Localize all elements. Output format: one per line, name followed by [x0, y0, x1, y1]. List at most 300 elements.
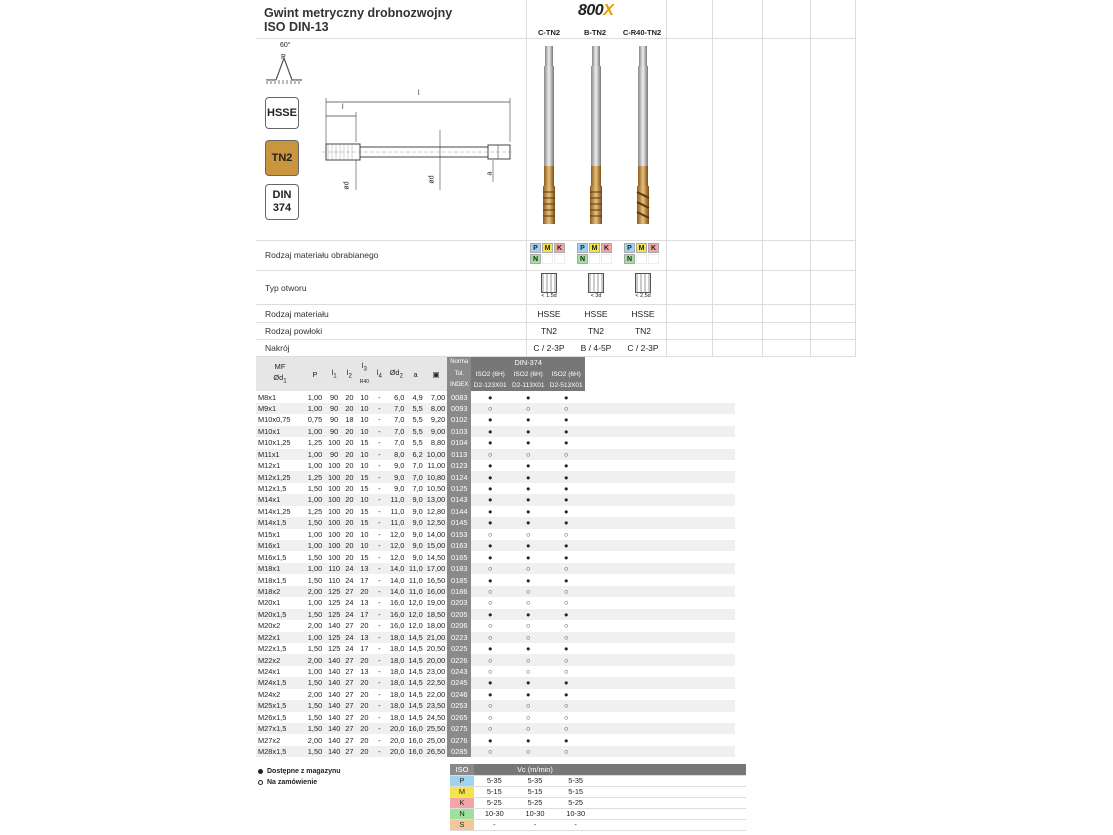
hole-caption: < 3d [590, 293, 602, 299]
dimension-cell: 9,0 [394, 484, 405, 494]
dimension-cell: 20,00 [426, 655, 446, 665]
dimension-cell: 9,0 [412, 529, 423, 539]
thread-size-cell: M22x1 [256, 632, 304, 643]
empty-column-cell [585, 414, 735, 425]
table-row [256, 540, 735, 551]
availability-cell: ● [547, 494, 585, 505]
index-cell: 0104 [447, 437, 471, 448]
table-row [256, 506, 735, 517]
thread-size-cell: M20x1 [258, 598, 281, 608]
dimension-cell: 20 [345, 484, 354, 494]
dimension-cell: 27 [345, 621, 354, 631]
dimension-cell: 16,0 [408, 735, 423, 745]
header-mf: MF $Ød_1$ [256, 357, 304, 391]
angle-label: 60° [280, 42, 291, 49]
dimension-cell: 11,00 [427, 461, 446, 471]
dimension-cell: 23,00 [426, 667, 446, 677]
dimension-cell: 16,50 [426, 575, 446, 585]
dimension-cell: 27 [345, 667, 354, 677]
thread-size-cell: M15x1 [258, 529, 281, 539]
dimension-cell: 18,0 [386, 677, 406, 688]
dimension-cell: - [378, 506, 381, 516]
empty-column-cell [585, 734, 735, 745]
material-blank-icon [554, 254, 565, 264]
dimension-cell: 7,0 [412, 461, 423, 471]
material-p-icon: P [530, 243, 541, 253]
dimension-cell: - [378, 735, 381, 745]
header-l2: $l_2$ [342, 357, 356, 391]
dimension-cell: - [372, 700, 386, 711]
vc-header: Vc (m/min) [474, 764, 596, 775]
dimension-cell: 125 [328, 644, 341, 654]
dimension-cell: 1,50 [307, 552, 323, 562]
thread-size-cell: M14x1,5 [256, 517, 304, 528]
availability-cell: ○ [471, 654, 509, 665]
thread-size-cell: M12x1,25 [256, 471, 304, 482]
index-cell: 0183 [447, 563, 471, 574]
dimension-cell: 125 [328, 598, 341, 608]
index-cell: 0123 [447, 460, 471, 471]
chamfer-row-label: Nakrój [265, 343, 290, 353]
material-n-icon: N [624, 254, 635, 264]
availability-cell: ● [471, 677, 509, 688]
vc-cell: 5-25 [555, 797, 596, 808]
dimension-cell: 14,00 [426, 529, 446, 539]
logo-number: 800 [578, 2, 604, 19]
availability-cell: ● [526, 689, 531, 699]
table-row [256, 426, 735, 437]
vc-cell: 5-35 [555, 775, 596, 786]
din-badge [265, 184, 299, 220]
dimension-cell: 20 [356, 654, 372, 665]
dimension-cell: 12,0 [386, 540, 406, 551]
availability-cell: ● [564, 506, 569, 516]
chamfer-c-r40-tn2: C / 2-3P [627, 343, 659, 353]
material-blank-icon [636, 254, 647, 264]
tn2-text: TN2 [271, 151, 293, 164]
dimension-cell: 8,0 [386, 449, 406, 460]
availability-cell: ● [564, 438, 569, 448]
dimension-cell: 16,0 [389, 598, 405, 608]
dimension-cell: - [378, 484, 381, 494]
availability-cell: ● [509, 471, 547, 482]
dimension-cell: 11,0 [406, 586, 424, 597]
dimension-cell: 12,50 [426, 518, 446, 528]
thread-size-cell: M20x1,5 [256, 609, 304, 620]
index-cell: 0205 [447, 609, 471, 620]
empty-column-cell [585, 574, 735, 585]
table-row [256, 746, 735, 757]
material-blank-icon [648, 254, 659, 264]
iso-row [450, 797, 746, 808]
dimension-cell: 24 [342, 563, 356, 574]
dimension-cell: 100 [328, 518, 341, 528]
empty-column-cell [596, 797, 746, 808]
availability-cell: ○ [488, 598, 493, 608]
header-tol-b: ISO2 (6H) [509, 368, 547, 379]
vc-cell: 5-15 [474, 786, 515, 797]
hsse-text: HSSE [267, 106, 297, 119]
dimension-cell: 11,0 [390, 506, 405, 516]
dimension-cell: 9,0 [406, 517, 424, 528]
dimension-cell: 1,50 [304, 609, 326, 620]
hsse-badge [265, 97, 299, 129]
index-cell: 0145 [447, 517, 471, 528]
availability-cell: ○ [547, 746, 585, 757]
dimension-cell: 24 [342, 632, 356, 643]
empty-column-cell [585, 586, 735, 597]
dimension-cell: 18 [345, 415, 354, 425]
empty-column-cell [585, 723, 735, 734]
dimension-cell: 27 [345, 735, 354, 745]
dimension-cell: 18,00 [426, 621, 446, 631]
iso-group-cell: M [450, 786, 474, 797]
dimension-cell: 15 [360, 552, 369, 562]
dimension-cell: 24 [345, 598, 354, 608]
empty-dot-icon [258, 780, 263, 785]
empty-column-cell [585, 609, 735, 620]
dimension-cell: 12,0 [408, 621, 423, 631]
hole-type-c-r40-tn2 [628, 273, 658, 299]
dimension-cell: 16,00 [426, 586, 446, 596]
table-row [256, 643, 735, 654]
index-cell: 0245 [447, 677, 471, 688]
index-cell: 0225 [447, 643, 471, 654]
index-cell: 0206 [447, 620, 471, 631]
thread-size-cell: M16x1 [256, 540, 304, 551]
dimension-cell: 20 [342, 540, 356, 551]
availability-cell: ○ [526, 712, 531, 722]
legend-on-order: Na zamówienie [258, 779, 317, 786]
availability-cell: ● [526, 461, 531, 471]
index-cell: 0223 [447, 632, 471, 643]
material-blank-icon [601, 254, 612, 264]
material-row-label: Rodzaj materiału obrabianego [265, 250, 379, 260]
dimension-cell: 20 [345, 506, 354, 516]
dimension-cell: 10 [356, 540, 372, 551]
dimension-cell: 11,0 [386, 494, 406, 505]
dimension-cell: 20 [342, 449, 356, 460]
availability-cell: ● [471, 471, 509, 482]
dimension-cell: 23,50 [426, 701, 446, 711]
table-row [256, 609, 735, 620]
table-row [256, 586, 735, 597]
dimension-cell: 1,00 [307, 667, 323, 677]
dimension-cell: 100 [328, 461, 341, 471]
availability-cell: ● [564, 415, 569, 425]
hole-caption: < 2,5d [635, 293, 651, 299]
dimension-cell: 2,00 [304, 586, 326, 597]
dimension-cell: 18,0 [389, 712, 405, 722]
index-cell: 0226 [447, 654, 471, 665]
thread-size-cell: M10x0,75 [258, 415, 291, 425]
availability-cell: ○ [564, 529, 569, 539]
availability-cell: ● [526, 438, 531, 448]
vc-cell: - [515, 819, 556, 830]
empty-column-cell [585, 620, 735, 631]
availability-cell: ○ [488, 712, 493, 722]
vc-cell: 10-30 [555, 808, 596, 819]
dimension-cell: 13 [356, 632, 372, 643]
hole-type-row-label: Typ otworu [265, 283, 307, 293]
drawing-label-d2: ød [428, 175, 436, 184]
availability-cell: ○ [547, 700, 585, 711]
dimension-cell: 27 [345, 712, 354, 722]
dimension-cell: 17 [360, 575, 369, 585]
vc-cell: 5-25 [515, 797, 556, 808]
vc-cell: - [555, 819, 596, 830]
table-row [256, 677, 735, 688]
index-cell: 0246 [447, 689, 471, 700]
dimension-cell: 1,50 [304, 723, 326, 734]
thread-size-cell: M14x1,25 [258, 506, 291, 516]
header-square-icon: ▣ [425, 357, 448, 391]
table-row [256, 632, 735, 643]
thread-size-cell: M12x1 [258, 461, 281, 471]
dimension-cell: 11,0 [406, 563, 424, 574]
header-din: DIN-374 [471, 357, 585, 368]
dimension-cell: 9,00 [425, 426, 448, 437]
index-cell: 0144 [447, 506, 471, 517]
dimension-cell: 14,50 [426, 552, 446, 562]
availability-cell: ○ [509, 654, 547, 665]
dimension-cell: 27 [342, 677, 356, 688]
dimension-cell: 17,00 [426, 564, 446, 574]
drawing-label-a: a [486, 171, 494, 176]
dimension-cell: 15 [360, 484, 369, 494]
availability-cell: ● [564, 392, 569, 402]
dimension-cell: 9,0 [386, 471, 406, 482]
dimension-cell: 18,0 [386, 700, 406, 711]
dimension-cell: 1,50 [307, 644, 323, 654]
vc-cell: 10-30 [474, 808, 515, 819]
empty-column-cell [585, 506, 735, 517]
dimension-cell: 20 [360, 735, 369, 745]
availability-cell: ○ [564, 621, 569, 631]
empty-column-cell [585, 494, 735, 505]
availability-cell: ○ [547, 403, 585, 414]
dimension-cell: - [372, 517, 386, 528]
dimension-cell: 140 [328, 689, 341, 699]
drawing-label-d1: ød [343, 181, 351, 190]
dimension-cell: 125 [328, 609, 341, 619]
dimension-cell: 20 [360, 621, 369, 631]
table-row [256, 654, 735, 665]
dimension-cell: 27 [342, 746, 356, 757]
material-icons-b-tn2 [577, 243, 613, 264]
index-cell: 0124 [447, 471, 471, 482]
availability-cell: ○ [471, 563, 509, 574]
table-row [256, 449, 735, 460]
dimension-cell: 20 [342, 403, 356, 414]
availability-cell: ● [488, 415, 493, 425]
iso-group-cell: P [450, 775, 474, 786]
thread-size-cell: M27x2 [258, 735, 281, 745]
tool-material-b-tn2: HSSE [584, 309, 608, 319]
through-hole-icon [588, 273, 604, 293]
dimension-cell: 10,50 [426, 484, 446, 494]
din-number: 374 [272, 202, 292, 214]
coating-c-r40-tn2: TN2 [634, 326, 652, 336]
dimension-cell: 1,00 [304, 426, 326, 437]
dimension-cell: 11,0 [386, 517, 406, 528]
dimension-cell: 14,5 [408, 644, 423, 654]
dimension-cell: - [378, 575, 381, 585]
iso-group-cell: K [450, 797, 474, 808]
dimension-cell: 19,00 [426, 598, 446, 608]
dimension-cell: 1,00 [304, 540, 326, 551]
tool-material-c-tn2: HSSE [537, 309, 561, 319]
empty-column-cell [585, 666, 735, 677]
index-cell: 0203 [447, 597, 471, 608]
dimension-cell: 14,5 [408, 689, 423, 699]
availability-cell: ● [526, 735, 531, 745]
dimension-cell: 140 [328, 735, 341, 745]
dimension-cell: 20,0 [386, 746, 406, 757]
index-cell: 0253 [447, 700, 471, 711]
dimension-cell: 16,0 [408, 724, 423, 734]
index-cell: 0185 [447, 574, 471, 585]
dimension-cell: 100 [328, 495, 341, 505]
dimension-cell: 20 [342, 494, 356, 505]
dimension-cell: 4,9 [412, 392, 423, 402]
thread-size-cell: M14x1 [256, 494, 304, 505]
empty-column-cell [585, 654, 735, 665]
dimension-cell: - [372, 426, 386, 437]
empty-column-cell [596, 808, 746, 819]
dimension-cell: 12,0 [389, 529, 405, 539]
dimension-cell: 10,00 [426, 449, 446, 459]
dimension-cell: 1,50 [307, 484, 323, 494]
availability-cell: ● [564, 689, 569, 699]
dimension-cell: 5,5 [412, 438, 423, 448]
chamfer-b-tn2: B / 4-5P [580, 343, 612, 353]
dimension-cell: 18,0 [386, 654, 406, 665]
dimension-cell: 22,00 [426, 689, 446, 699]
empty-column-cell [585, 597, 735, 608]
material-m-icon: M [589, 243, 600, 253]
dimension-cell: 10,80 [426, 472, 446, 482]
header-index-r40: D2-513X01 [547, 380, 585, 391]
availability-cell: ○ [488, 621, 493, 631]
dimension-cell: 140 [328, 712, 341, 722]
chamfer-c-tn2: C / 2-3P [533, 343, 565, 353]
hole-type-b-tn2 [581, 273, 611, 299]
availability-cell: ● [564, 735, 569, 745]
dimension-cell: 24 [342, 609, 356, 620]
availability-cell: ○ [547, 654, 585, 665]
header-l3: $l_3$ R40 [356, 357, 372, 391]
dimension-cell: 7,0 [412, 484, 423, 494]
dimension-cell: 24 [345, 644, 354, 654]
thread-size-cell: M24x2 [258, 689, 281, 699]
availability-cell: ● [471, 517, 509, 528]
pitch-label: P [281, 54, 286, 61]
dimension-cell: - [372, 677, 386, 688]
tn2-badge [265, 140, 299, 176]
dimension-cell: - [372, 632, 386, 643]
availability-cell: ○ [471, 403, 509, 414]
dimension-cell: 100 [328, 529, 341, 539]
dimension-cell: - [378, 644, 381, 654]
dimension-cell: 9,0 [406, 540, 424, 551]
legend-available: Dostępne z magazynu [258, 768, 341, 775]
thread-size-cell: M25x1,5 [256, 700, 304, 711]
dimension-cell: 5,5 [406, 403, 424, 414]
dimension-cell: 1,25 [307, 506, 323, 516]
dimension-cell: 0,75 [307, 415, 323, 425]
availability-cell: ○ [509, 403, 547, 414]
dimension-cell: 1,50 [307, 712, 323, 722]
header-l4: $l_4$ [372, 357, 386, 391]
dimension-cell: 12,0 [408, 598, 423, 608]
availability-cell: ● [526, 506, 531, 516]
vc-cell: 5-35 [515, 775, 556, 786]
dimension-cell: 18,0 [389, 667, 405, 677]
index-cell: 0083 [447, 391, 471, 402]
iso-group-cell: S [450, 819, 474, 830]
thread-size-cell: M18x2 [256, 586, 304, 597]
dimension-cell: 140 [328, 747, 341, 757]
dimension-cell: 110 [328, 575, 341, 585]
material-p-icon: P [624, 243, 635, 253]
vc-cell: 5-15 [515, 786, 556, 797]
cutting-speed-table [450, 764, 746, 831]
dimension-cell: 13 [360, 667, 369, 677]
dimension-cell: 20 [360, 712, 369, 722]
availability-cell: ● [526, 392, 531, 402]
dimension-cell: 1,50 [304, 677, 326, 688]
dimension-cell: 90 [326, 449, 342, 460]
availability-cell: ○ [471, 700, 509, 711]
material-n-icon: N [577, 254, 588, 264]
vc-cell: - [474, 819, 515, 830]
availability-cell: ● [564, 484, 569, 494]
din-text: DIN [272, 189, 292, 201]
dimension-cell: 7,0 [386, 403, 406, 414]
dimension-cell: 14,5 [408, 678, 423, 688]
table-row [256, 471, 735, 482]
hole-type-c-tn2 [534, 273, 564, 299]
table-row [256, 529, 735, 540]
dimension-cell: 15 [360, 438, 369, 448]
table-row [256, 494, 735, 505]
dimension-cell: - [378, 667, 381, 677]
dimension-cell: 8,80 [430, 438, 446, 448]
dimension-cell: - [378, 552, 381, 562]
dimension-cell: 20 [356, 700, 372, 711]
dimension-cell: 20,50 [426, 644, 446, 654]
table-row [256, 414, 735, 425]
availability-cell: ● [509, 540, 547, 551]
dimension-cell: 27 [342, 586, 356, 597]
dimension-cell: 15 [360, 506, 369, 516]
dimension-cell: 8,00 [425, 403, 448, 414]
availability-cell: ○ [526, 598, 531, 608]
thread-size-cell: M26x1,5 [258, 712, 287, 722]
table-row [256, 723, 735, 734]
dimension-cell: 11,0 [408, 575, 423, 585]
dimension-cell: 140 [328, 701, 341, 711]
dimension-cell: 20 [342, 426, 356, 437]
table-row [256, 689, 735, 700]
thread-size-cell: M10x1,25 [258, 438, 291, 448]
table-row [256, 437, 735, 448]
dimension-cell: 100 [328, 506, 341, 516]
empty-column-cell [585, 529, 735, 540]
availability-cell: ● [509, 517, 547, 528]
tool-material-row-label: Rodzaj materiału [265, 309, 329, 319]
